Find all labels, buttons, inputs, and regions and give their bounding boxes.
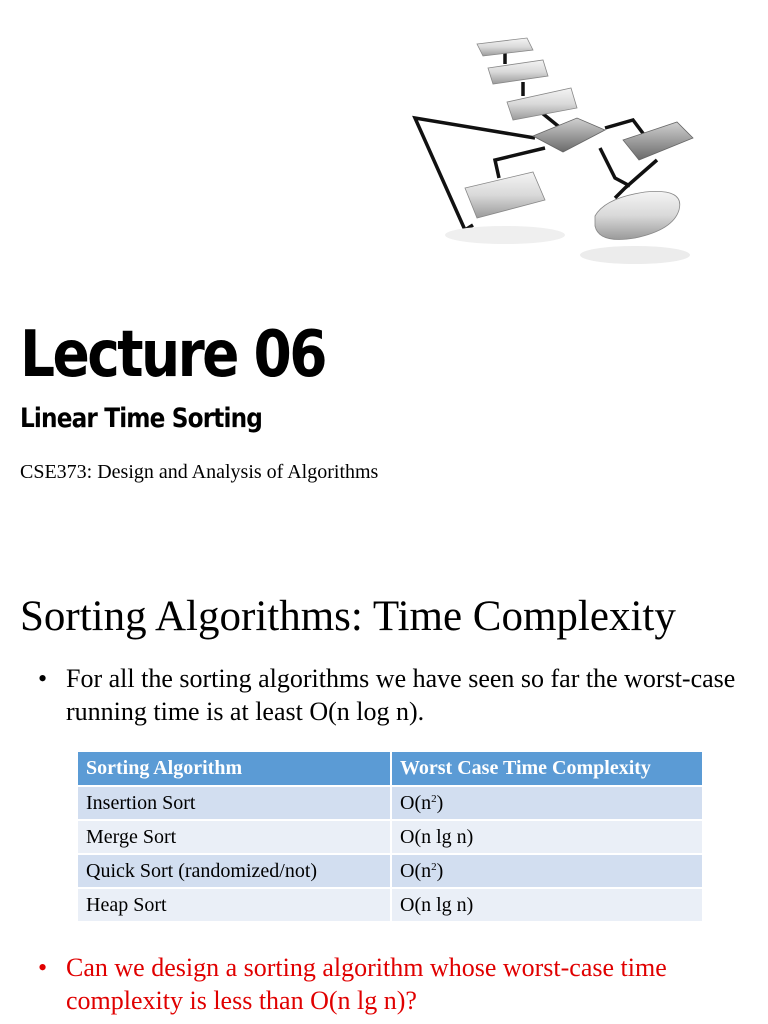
complexity-base: O(n lg n): [400, 825, 474, 848]
complexity-table: [78, 752, 704, 923]
table-row: [78, 888, 703, 922]
complexity-exponent: 2: [431, 792, 437, 805]
lecture-subtitle: Linear Time Sorting: [20, 403, 263, 434]
bullet-item-question: [38, 951, 738, 1017]
bullet-dot: •: [38, 953, 48, 982]
flowchart-illustration: [395, 20, 725, 275]
table-header-row: [78, 752, 703, 786]
lecture-title: Lecture 06: [20, 318, 325, 392]
flow-box-1: [477, 38, 533, 56]
bullet-text: For all the sorting algorithms we have seen so far the worst-case running time is at least O(n log n).: [66, 664, 736, 726]
header-worst-case: Worst Case Time Complexity: [391, 752, 703, 786]
complexity-end: ): [436, 791, 444, 814]
algorithm-cell: Insertion Sort: [78, 786, 391, 820]
complexity-cell: [391, 786, 703, 820]
table-row: [78, 820, 703, 854]
bullet-dot: •: [38, 664, 48, 693]
complexity-base: O(n: [400, 791, 432, 814]
complexity-end: ): [436, 859, 444, 882]
algorithm-cell: Merge Sort: [78, 820, 391, 854]
table-row: [78, 854, 703, 888]
slide-sorting-complexity: [0, 545, 768, 1024]
complexity-exponent: 2: [431, 860, 437, 873]
algorithm-cell: Heap Sort: [78, 888, 391, 922]
complexity-cell: [391, 854, 703, 888]
course-name: CSE373: Design and Analysis of Algorithms: [20, 461, 379, 483]
complexity-cell: [391, 820, 703, 854]
algorithm-cell: Quick Sort (randomized/not): [78, 854, 391, 888]
bullet-text: Can we design a sorting algorithm whose worst-case time complexity is less than O(n lg n)?: [66, 953, 667, 1015]
table-row: [78, 786, 703, 820]
complexity-base: O(n: [400, 859, 432, 882]
slide-title-heading: Sorting Algorithms: Time Complexity: [20, 593, 676, 640]
bullet-item: [38, 662, 738, 728]
complexity-base: O(n lg n): [400, 893, 474, 916]
header-sorting-algorithm: Sorting Algorithm: [78, 752, 391, 786]
complexity-cell: [391, 888, 703, 922]
